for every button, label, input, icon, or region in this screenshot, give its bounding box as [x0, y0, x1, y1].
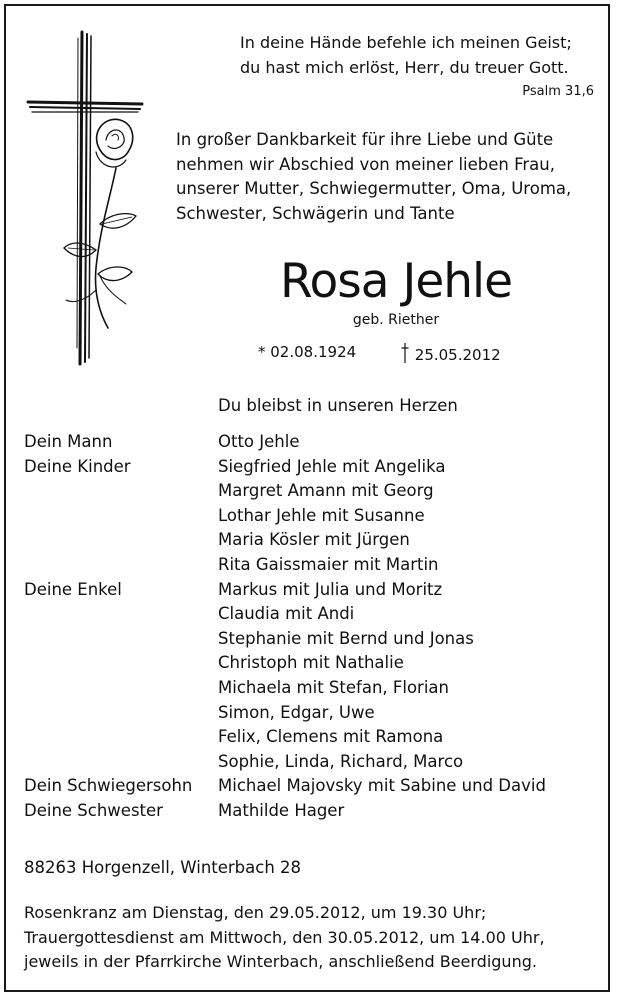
intro-text	[176, 128, 596, 226]
family-member: Siegfried Jehle mit Angelika	[218, 456, 446, 476]
latin-cross-icon	[400, 343, 410, 363]
intro-line: nehmen wir Abschied von meiner lieben Frau,	[176, 154, 555, 174]
family-row	[24, 553, 604, 578]
family-row	[24, 750, 604, 775]
family-row	[24, 504, 604, 529]
family-row	[24, 479, 604, 504]
family-row	[24, 578, 604, 603]
family-member: Michaela mit Stefan, Florian	[218, 677, 449, 697]
family-member: Michael Majovsky mit Sabine und David	[218, 776, 546, 796]
service-line: Rosenkranz am Dienstag, den 29.05.2012, um 19.30 Uhr;	[24, 903, 487, 922]
family-member: Markus mit Julia und Moritz	[218, 579, 443, 599]
family-member: Maria Kösler mit Jürgen	[218, 530, 410, 550]
family-member: Claudia mit Andi	[218, 604, 355, 624]
family-member: Christoph mit Nathalie	[218, 653, 404, 673]
family-row	[24, 627, 604, 652]
family-member: Otto Jehle	[218, 432, 300, 451]
family-row	[24, 651, 604, 676]
deceased-name: Rosa Jehle	[279, 254, 513, 309]
intro-line: Schwester, Schwägerin und Tante	[176, 203, 455, 223]
intro-line: unserer Mutter, Schwiegermutter, Oma, Uroma,	[176, 179, 572, 198]
scripture-quote	[240, 30, 590, 80]
family-row	[24, 725, 604, 750]
motto: Du bleibst in unseren Herzen	[218, 396, 458, 415]
quote-source: Psalm 31,6	[522, 84, 594, 99]
family-member: Sophie, Linda, Richard, Marco	[218, 751, 464, 771]
intro-line: In großer Dankbarkeit für ihre Liebe und Güte	[176, 130, 554, 149]
relation-label: Dein Schwiegersohn	[24, 776, 193, 796]
family-list	[24, 430, 604, 824]
family-member: Lothar Jehle mit Susanne	[218, 505, 425, 525]
family-row	[24, 528, 604, 553]
relation-label: Dein Mann	[24, 432, 113, 451]
family-member: Stephanie mit Bernd und Jonas	[218, 628, 474, 648]
family-row	[24, 455, 604, 480]
service-line: jeweils in der Pfarrkirche Winterbach, anschließend Beerdigung.	[24, 952, 537, 971]
death-date-group	[400, 343, 501, 364]
address: 88263 Horgenzell, Winterbach 28	[24, 858, 302, 877]
family-member: Felix, Clemens mit Ramona	[218, 727, 444, 747]
relation-label: Deine Kinder	[24, 456, 131, 476]
family-row	[24, 774, 604, 799]
death-date: 25.05.2012	[414, 346, 501, 364]
relation-label: Deine Schwester	[24, 800, 163, 820]
family-row	[24, 799, 604, 824]
quote-line-2: du hast mich erlöst, Herr, du treuer Gott.	[240, 58, 569, 77]
relation-label: Deine Enkel	[24, 579, 122, 599]
birth-date: * 02.08.1924	[258, 343, 357, 361]
birth-name: geb. Riether	[352, 312, 440, 328]
service-info	[24, 901, 604, 975]
family-member: Mathilde Hager	[218, 800, 345, 820]
family-member: Simon, Edgar, Uwe	[218, 702, 375, 722]
family-row	[24, 701, 604, 726]
family-member: Rita Gaissmaier mit Martin	[218, 554, 439, 574]
family-member: Margret Amann mit Georg	[218, 481, 434, 501]
family-row	[24, 676, 604, 701]
family-row	[24, 602, 604, 627]
quote-line-1: In deine Hände befehle ich meinen Geist;	[240, 33, 572, 52]
service-line: Trauergottesdienst am Mittwoch, den 30.05.2012, um 14.00 Uhr,	[24, 927, 545, 947]
family-row	[24, 430, 604, 455]
cross-with-rose-icon	[26, 28, 146, 368]
